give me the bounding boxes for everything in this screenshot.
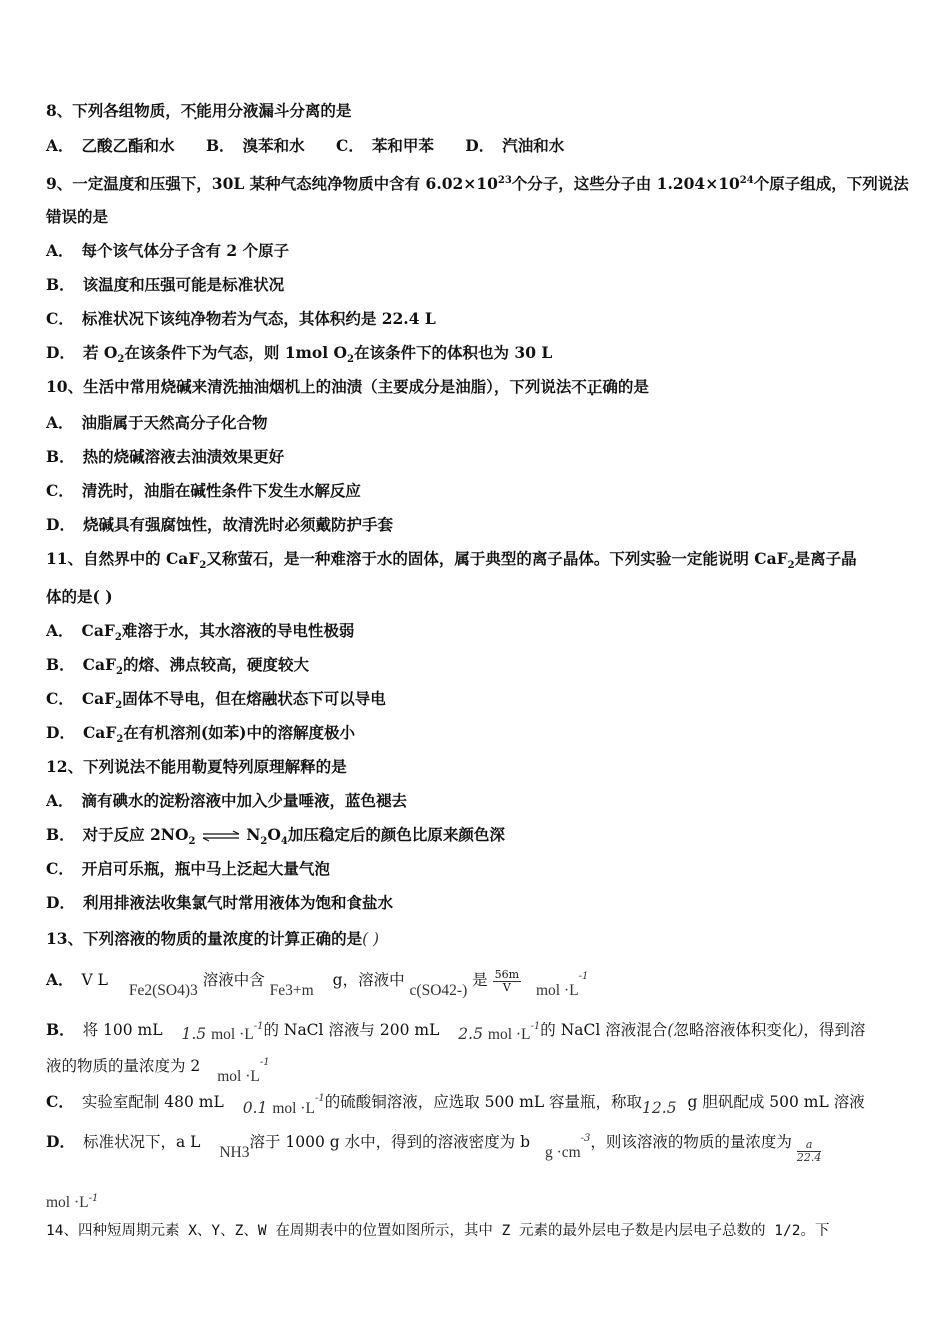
q12-option-b: B． 对于反应 $2NO_2$ $N_2O_4$加压稳定后的颜色比原来颜色深 bbox=[46, 825, 505, 848]
q8-emphasis: 不能 bbox=[180, 101, 212, 120]
q10-stem: 10、生活中常用烧碱来清洗抽油烟机上的油渍（主要成分是油脂），下列说法不正确的是 bbox=[46, 377, 649, 396]
formula-fe3-ion: Fe3+m bbox=[269, 982, 314, 1000]
q9-option-b: B． 该温度和压强可能是标准状况 bbox=[46, 275, 285, 294]
equilibrium-arrow-icon bbox=[201, 830, 241, 842]
q13-option-d-line2: mol $\cdot L^{-1}$ bbox=[46, 1193, 99, 1212]
q8-options bbox=[46, 135, 904, 157]
q11-option-d: D． CaF$_2$在有机溶剂(如苯)中的溶解度极小 bbox=[46, 723, 355, 746]
q10-option-d: D． 烧碱具有强腐蚀性，故清洗时必须戴防护手套 bbox=[46, 515, 393, 534]
q13-option-a: A． V L Fe2(SO4)3 溶液中含 Fe3+m g，溶液中 c(SO42-) 是 $\frac{56m}{V}$ mol $\cdot L^{-1}$ bbox=[46, 967, 589, 1000]
q14-stem: 14、四种短周期元素 X、Y、Z、W 在周期表中的位置如图所示，其中 Z 元素的最外层电子数是内层电子总数的 1/2。下 bbox=[46, 1223, 830, 1239]
q9-option-c: C． 标准状况下该纯净物若为气态，其体积约是 22.4 L bbox=[46, 309, 436, 328]
formula-nh3: NH3 bbox=[219, 1144, 250, 1162]
q12-option-c: C． 开启可乐瓶，瓶中马上泛起大量气泡 bbox=[46, 859, 330, 878]
q10-option-b: B． 热的烧碱溶液去油渍效果更好 bbox=[46, 447, 285, 466]
q13-option-d: D． 标准状况下，a L NH3溶于 1000 g 水中，得到的溶液密度为 b $g \cdot cm^{-3}$，则该溶液的物质的量浓度为 $\frac{a}{22.4}$ bbox=[46, 1132, 822, 1164]
formula-fe2so43: Fe2(SO4)3 bbox=[128, 982, 198, 1000]
q10-emphasis: 不正确 bbox=[571, 377, 618, 396]
q10-option-c: C． 清洗时，油脂在碱性条件下发生水解反应 bbox=[46, 481, 361, 500]
q9-option-d: D． 若 $O_2$在该条件下为气态，则 1mol $O_2$在该条件下的体积也为 30 L bbox=[46, 343, 553, 366]
q8-option-b: B． 溴苯和水 bbox=[205, 136, 305, 155]
q13-answer-paren: ( ) bbox=[362, 930, 380, 948]
q11-option-a: A． CaF$_2$难溶于水，其水溶液的导电性极弱 bbox=[46, 621, 355, 644]
q9-stem-line2: 错误的是 bbox=[46, 207, 109, 226]
q11-option-b: B． CaF$_2$的熔、沸点较高，硬度较大 bbox=[46, 655, 309, 678]
fraction-56m-over-v: $\frac{56m}{V}$ bbox=[494, 967, 520, 994]
q12-stem: 12、下列说法不能用勒夏特列原理解释的是 bbox=[46, 757, 347, 776]
q11-stem: 11、自然界中的 CaF$_2$又称萤石，是一种难溶于水的固体，属于典型的离子晶体。下列实验一定能说明 CaF$_2$是离子晶 bbox=[46, 549, 857, 572]
q10-option-a: A． 油脂属于天然高分子化合物 bbox=[46, 413, 268, 432]
q13-stem: 13、下列溶液的物质的量浓度的计算正确的是( ) bbox=[46, 929, 380, 948]
q13-option-c: C． 实验室配制 480 mL 0.1 mol $\cdot L^{-1}$的硫酸铜溶液，应选取 500 mL 容量瓶，称取12.5 g 胆矾配成 500 mL 溶液 bbox=[46, 1092, 865, 1118]
q8-stem: 8、下列各组物质，不能用分液漏斗分离的是 bbox=[46, 101, 352, 120]
q11-stem-line2: 体的是( ) bbox=[46, 587, 113, 606]
q13-option-b-line2: 液的物质的量浓度为 2 mol $\cdot L^{-1}$ bbox=[46, 1057, 270, 1086]
q12-option-d: D． 利用排液法收集氯气时常用液体为饱和食盐水 bbox=[46, 893, 393, 912]
fraction-a-over-22-4: $\frac{a}{22.4}$ bbox=[796, 1137, 822, 1164]
q11-option-c: C． CaF$_2$固体不导电，但在熔融状态下可以导电 bbox=[46, 689, 386, 712]
formula-sulfate-conc: c(SO42-) bbox=[409, 982, 468, 1000]
q8-option-a: A． 乙酸乙酯和水 bbox=[46, 136, 175, 155]
q8-option-c: C． 苯和甲苯 bbox=[335, 136, 434, 155]
q9-stem: 9、一定温度和压强下，30L 某种气态纯净物质中含有 $6.02\times 10^{23}$个分子，这些分子由 $1.204\times 10^{24}$个原子组成，下列说法 bbox=[46, 174, 909, 194]
q9-option-a: A． 每个该气体分子含有 2 个原子 bbox=[46, 241, 290, 260]
q8-option-d: D． 汽油和水 bbox=[465, 136, 565, 155]
q13-option-b: B． 将 100 mL 1.5 mol $\cdot L^{-1}$的 NaCl 溶液与 200 mL 2.5 mol $\cdot L^{-1}$的 NaCl 溶液混合(忽略溶液体积变化)，得到溶 bbox=[46, 1020, 866, 1044]
q12-option-a: A． 滴有碘水的淀粉溶液中加入少量唾液，蓝色褪去 bbox=[46, 791, 408, 810]
